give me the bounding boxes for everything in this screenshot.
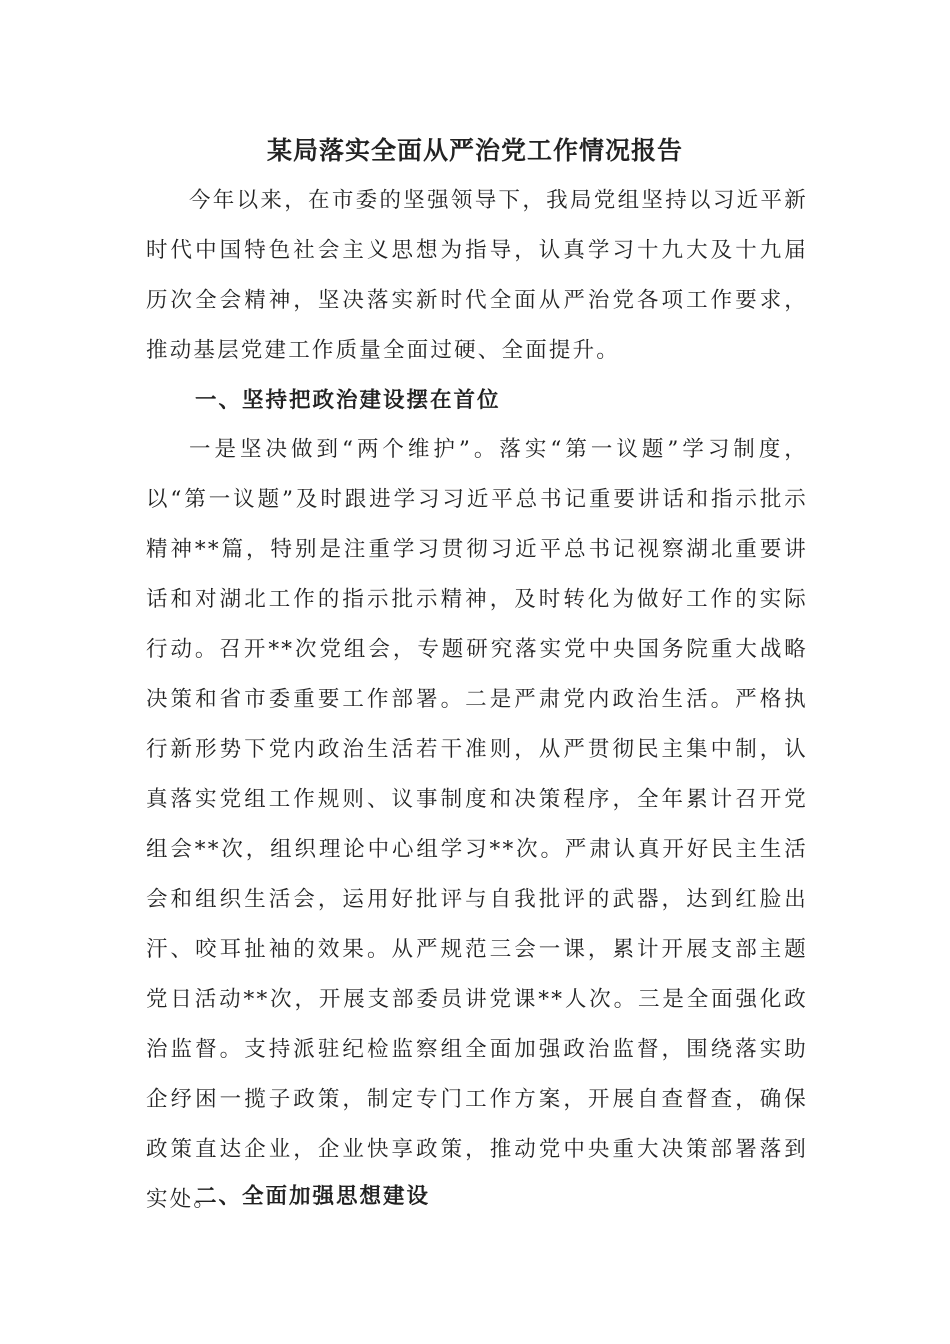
section-2-heading: 二、全面加强思想建设: [195, 1184, 431, 1209]
document-title: 某局落实全面从严治党工作情况报告: [266, 136, 683, 165]
section-1-paragraph: 一是坚决做到“两个维护”。落实“第一议题”学习制度，以“第一议题”及时跟进学习习近平总书记重要讲话和指示批示精神**篇，特别是注重学习贯彻习近平总书记视察湖北重要讲话和对湖北工作的指示批示精神，及时转化为做好工作的实际行动。召开**次党组会，专题研究落实党中央国务院重大战略决策和省市委重要工作部署。二是严肃党内政治生活。严格执行新形势下党内政治生活若干准则，从严贯彻民主集中制，认真落实党组工作规则、议事制度和决策程序，全年累计召开党组会**次，组织理论中心组学习**次。严肃认真开好民主生活会和组织生活会，运用好批评与自我批评的武器，达到红脸出汗、咬耳扯袖的效果。从严规范三会一课，累计开展支部主题党日活动**次，开展支部委员讲党课**人次。三是全面强化政治监督。支持派驻纪检监察组全面加强政治监督，围绕落实助企纾困一揽子政策，制定专门工作方案，开展自查督查，确保政策直达企业，企业快享政策，推动党中央重大决策部署落到实处。: [146, 437, 808, 1212]
section-1-heading: 一、坚持把政治建设摆在首位: [195, 388, 501, 413]
intro-paragraph: 今年以来，在市委的坚强领导下，我局党组坚持以习近平新时代中国特色社会主义思想为指导，认真学习十九大及十九届历次全会精神，坚决落实新时代全面从严治党各项工作要求，推动基层党建工作质量全面过硬、全面提升。: [146, 188, 808, 363]
